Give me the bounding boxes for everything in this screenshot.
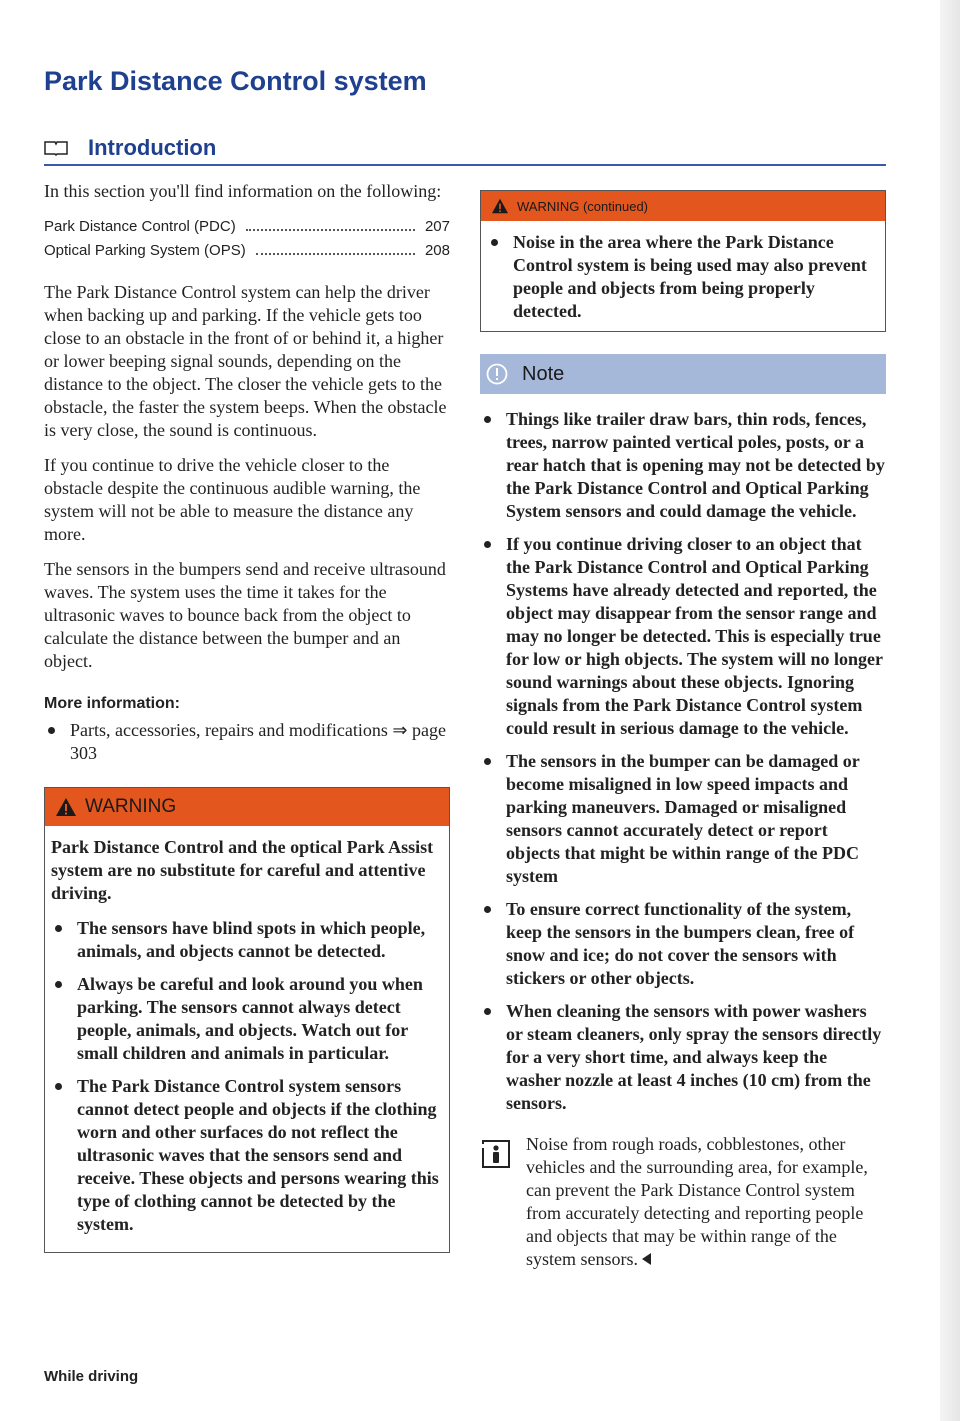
section-title: Introduction xyxy=(88,135,217,160)
warning-continued-list xyxy=(487,231,879,323)
note-item: To ensure correct functionality of the system, keep the sensors in the bumpers clean, free of snow and ice; do not cover the sensors with stickers or other objects. xyxy=(480,898,886,990)
more-info-heading: More information: xyxy=(44,695,180,712)
warning-item: The sensors have blind spots in which people, animals, and objects cannot be detected. xyxy=(51,917,443,963)
page-title: Park Distance Control system xyxy=(44,66,427,96)
toc-leader xyxy=(246,221,415,231)
note-title: Note xyxy=(522,362,565,385)
note-header xyxy=(480,354,886,394)
note-list xyxy=(480,408,886,1115)
toc-row[interactable] xyxy=(44,215,450,239)
note-item: When cleaning the sensors with power washers or steam cleaners, only spray the sensors directly for a very short time, and always keep the washer nozzle at least 4 inches (10 cm) from the sensors. xyxy=(480,1000,886,1115)
warning-continued-title: WARNING (continued) xyxy=(517,198,648,214)
warning-lead: Park Distance Control and the optical Park Assist system are no substitute for careful and attentive driving. xyxy=(51,837,434,903)
info-icon xyxy=(480,1138,512,1170)
warning-box xyxy=(44,787,450,1253)
right-column xyxy=(480,190,886,1271)
toc-page: 207 xyxy=(424,218,450,235)
tip-text: Noise from rough roads, cobblestones, other vehicles and the surrounding area, for example, can prevent the Park Distance Control system from accurately detecting and reporting people and objects that may be within range of the system sensors. xyxy=(526,1134,868,1269)
page-footer: While driving xyxy=(44,1368,139,1385)
warning-header xyxy=(45,788,449,826)
warning-continued-box xyxy=(480,190,886,332)
toc-leader xyxy=(256,245,415,255)
warning-body xyxy=(45,826,449,1252)
book-icon xyxy=(44,140,68,156)
note-circle-icon xyxy=(486,363,508,385)
warning-triangle-icon xyxy=(491,198,509,214)
warning-item: Noise in the area where the Park Distance Control system is being used may also prevent people and objects from being properly detected. xyxy=(487,231,879,323)
intro-lead: In this section you'll find information on the following: xyxy=(44,181,442,201)
note-item: The sensors in the bumper can be damaged or become misaligned in low speed impacts and parking maneuvers. Damaged or misaligned sensors cannot accurately detect or report objects that might be within range of the PDC system xyxy=(480,750,886,888)
toc-label: Park Distance Control (PDC) xyxy=(44,218,236,235)
intro-paragraph: The sensors in the bumpers send and receive ultrasound waves. The system uses the time it takes for the ultrasonic waves to bounce back from the object to calculate the distance between the bumper and an object. xyxy=(44,559,446,671)
more-info-link[interactable]: Parts, accessories, repairs and modifications ⇒ page 303 xyxy=(44,719,450,765)
toc-row[interactable] xyxy=(44,239,450,263)
tip-block xyxy=(480,1133,886,1271)
toc-label: Optical Parking System (OPS) xyxy=(44,242,246,259)
note-item: If you continue driving closer to an object that the Park Distance Control and Optical Parking Systems have already detected and reported, the object may disappear from the sensor range and may no longer be detected. This is especially true for low or high objects. The system will no longer sound warnings about these objects. Ignoring signals from the Park Distance Control system could result in serious damage to the vehicle. xyxy=(480,533,886,740)
left-column xyxy=(44,180,450,1253)
more-info-list xyxy=(44,719,450,765)
warning-title: WARNING xyxy=(85,796,177,817)
section-header xyxy=(44,134,886,166)
toc-page: 208 xyxy=(424,242,450,259)
warning-item: Always be careful and look around you when parking. The sensors cannot always detect people, animals, and objects. Watch out for small children and animals in particular. xyxy=(51,973,443,1065)
warning-continued-header xyxy=(481,191,885,221)
page-edge xyxy=(940,0,960,1421)
end-of-section-icon xyxy=(642,1253,651,1265)
warning-continued-body xyxy=(481,221,885,331)
intro-paragraph: The Park Distance Control system can help the driver when backing up and parking. If the vehicle gets too close to an obstacle in the front of or behind it, a higher or lower beeping signal sounds, depending on the distance to the object. The closer the vehicle gets to the obstacle, the faster the system beeps. When the obstacle is very close, the sound is continuous. xyxy=(44,282,447,440)
intro-paragraph: If you continue to drive the vehicle closer to the obstacle despite the continuous audible warning, the system will not be able to measure the distance any more. xyxy=(44,455,421,544)
note-item: Things like trailer draw bars, thin rods, fences, trees, narrow painted vertical poles, posts, or a rear hatch that is opening may not be detected by the Park Distance Control and Optical Parking System sensors and could damage the vehicle. xyxy=(480,408,886,523)
table-of-contents xyxy=(44,215,450,263)
warning-triangle-icon xyxy=(55,797,77,817)
warning-item: The Park Distance Control system sensors cannot detect people and objects if the clothing worn and other surfaces do not reflect the ultrasonic waves that the sensors send and receive. These objects and persons wearing this type of clothing cannot be detected by the system. xyxy=(51,1075,443,1236)
warning-list xyxy=(51,917,443,1236)
